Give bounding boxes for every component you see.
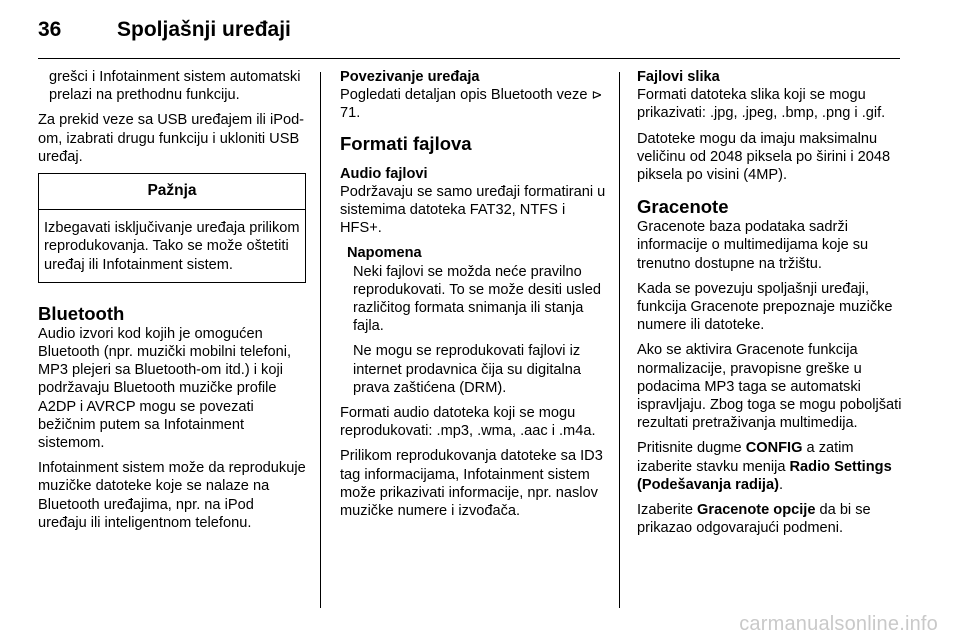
paragraph-id3: Prilikom reprodukovanja datoteke sa ID3 tag informacijama, Infotainment sistem može prikazivati informacije, npr. naslov muzičke numere i izvođača. [340,448,603,520]
column-divider [320,72,321,608]
column-left [38,68,306,539]
column-right [637,68,903,544]
paragraph-gracenote-2: Kada se povezuju spoljašnji uređaji, funkcija Gracenote prepoznaje muzičke numere ili datoteke. [637,280,893,334]
paragraph-audio-files: Podržavaju se samo uređaji formatirani u sistemima datoteka FAT32, NTFS i HFS+. [340,183,606,237]
page-title: Spoljašnji uređaji [117,18,291,41]
heading-image-files: Fajlovi slika [637,69,720,85]
paragraph-connecting: Pogledati detaljan opis Bluetooth veze ⊳ 71. [340,87,603,122]
page-header [38,12,900,59]
watermark: carmanualsonline.info [739,613,938,635]
note-text-2: Ne mogu se reprodukovati fajlovi iz internet prodavnica čija su digitalna prava zaštićena (DRM). [353,343,581,396]
paragraph-gracenote-4: Pritisnite dugme CONFIG a zatim izaberite stavku menija Radio Settings (Podešavanja radija). [637,440,892,493]
config-button-label: CONFIG [745,440,803,457]
paragraph-continued: grešci i Infotainment sistem automatski prelazi na prethodnu funkciju. [49,69,301,104]
page-reference-icon: ⊳ [591,87,603,103]
paragraph-audio-formats: Formati audio datoteka koji se mogu reprodukovati: .mp3, .wma, .aac i .m4a. [340,405,596,440]
caution-box [38,173,306,283]
gracenote-options-label: Gracenote opcije [697,502,816,519]
note-text-1: Neki fajlovi se možda neće pravilno reprodukovati. To se može desiti usled različitog formata snimanja ili stanja fajla. [353,263,601,335]
paragraph-image-formats: Formati datoteka slika koji se mogu prikazivati: .jpg, .jpeg, .bmp, .png i .gif. [637,87,886,122]
paragraph-gracenote-3: Ako se aktivira Gracenote funkcija normalizacije, pravopisne greške u podacima MP3 taga se automatski ispravljaju. Zbog toga se mogu poboljšati rezultati pretraživanja multimedija. [637,342,902,432]
column-divider [619,72,620,608]
note-block [340,244,606,397]
note-title: Napomena [347,245,422,262]
paragraph-bluetooth-1: Audio izvori kod kojih je omogućen Bluetooth (npr. muzički mobilni telefoni, MP3 plejeri sa Bluetooth-om itd.) i koji podržavaju Bluetooth muzičke profile A2DP i AVRCP mogu se povezati bežičnim putem sa Infotainment sistemom. [38,325,292,452]
paragraph-gracenote-1: Gracenote baza podataka sadrži informacije o multimedijama koje su trenutno dostupne na tržištu. [637,219,869,272]
heading-audio-files: Audio fajlovi [340,165,428,182]
heading-bluetooth: Bluetooth [38,302,125,324]
paragraph-usb-disconnect: Za prekid veze sa USB uređajem ili iPod-om, izabrati drugu funkciju i ukloniti USB uređaj. [38,112,305,165]
paragraph-image-size: Datoteke mogu da imaju maksimalnu veličinu od 2048 piksela po širini i 2048 piksela po visini (4MP). [637,130,891,184]
radio-settings-menu-label: Radio Settings (Podešavanja radija) [637,458,892,493]
column-middle [340,68,606,527]
caution-text: Izbegavati isključivanje uređaja prilikom reprodukovanja. Tako se može oštetiti uređaj ili Infotainment sistem. [44,220,300,273]
paragraph-bluetooth-2: Infotainment sistem može da reprodukuje muzičke datoteke koje se nalaze na Bluetooth uređajima, npr. na iPod uređaju ili inteligentnom telefonu. [38,460,306,531]
page-number: 36 [38,18,62,41]
heading-gracenote: Gracenote [637,196,729,218]
heading-connecting-device: Povezivanje uređaja [340,69,480,85]
caution-title: Pažnja [39,174,305,210]
heading-file-formats: Formati fajlova [340,132,472,154]
page-reference: 71. [340,105,361,122]
paragraph-gracenote-5: Izaberite Gracenote opcije da bi se prikazao odgovarajući podmeni. [637,502,871,537]
